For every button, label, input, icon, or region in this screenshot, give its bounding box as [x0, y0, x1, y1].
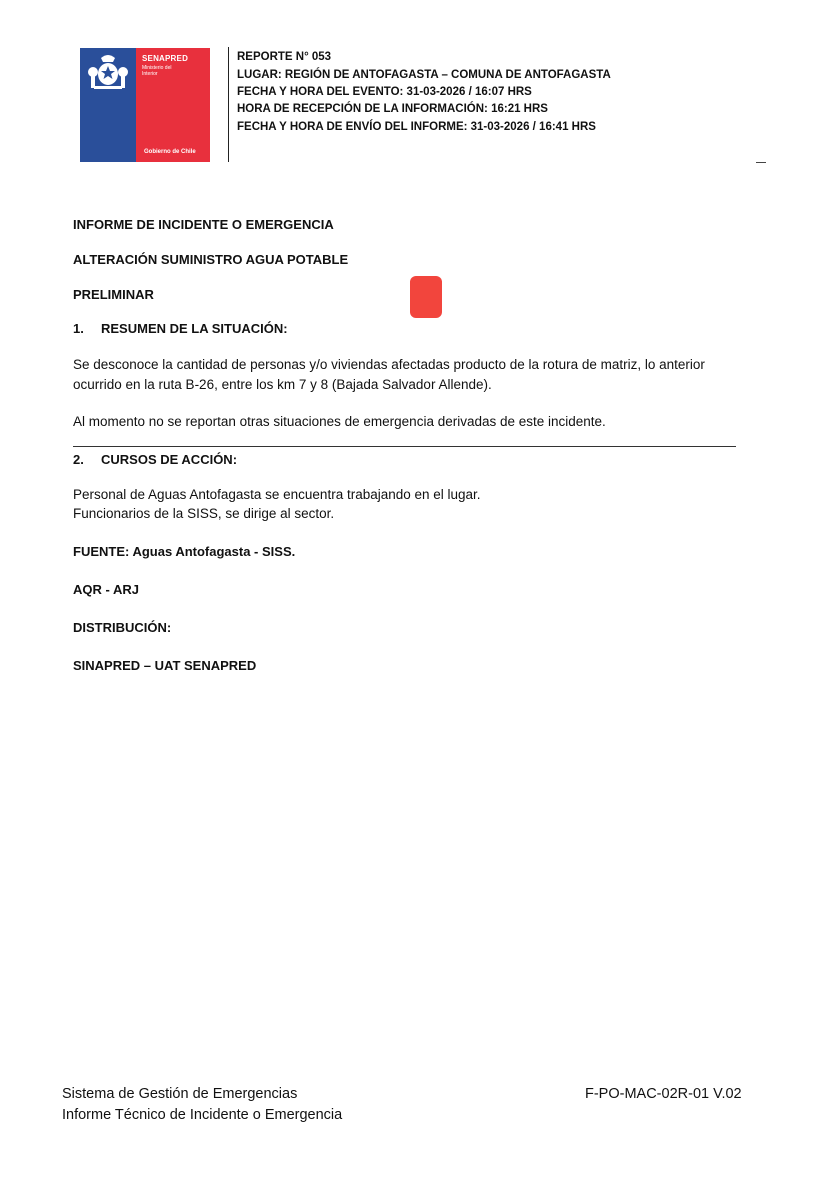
senapred-logo [80, 48, 210, 162]
header-tick-mark [756, 162, 766, 163]
section2-number: 2. [73, 452, 84, 467]
section1-number: 1. [73, 321, 84, 336]
footer-system-name: Sistema de Gestión de Emergencias [62, 1086, 298, 1102]
source-line: FUENTE: Aguas Antofagasta - SISS. [73, 544, 296, 559]
footer-report-type: Informe Técnico de Incidente o Emergencia [62, 1107, 343, 1123]
distribution-list: SINAPRED – UAT SENAPRED [73, 658, 257, 673]
chile-coat-of-arms-icon [84, 52, 132, 92]
section1-paragraph2: Al momento no se reportan otras situaciones de emergencia derivadas de este incidente. [73, 414, 606, 429]
section1-paragraph1-line1: Se desconoce la cantidad de personas y/o viviendas afectadas producto de la rotura de matriz, lo anterior [73, 357, 705, 372]
logo-government: Gobierno de Chile [144, 149, 196, 155]
incident-type: ALTERACIÓN SUMINISTRO AGUA POTABLE [73, 252, 349, 267]
logo-blue-panel [80, 48, 136, 162]
section2-line1: Personal de Aguas Antofagasta se encuentra trabajando en el lugar. [73, 487, 481, 502]
distribution-label: DISTRIBUCIÓN: [73, 620, 172, 635]
section2-title: CURSOS DE ACCIÓN: [101, 452, 238, 467]
report-status: PRELIMINAR [73, 287, 154, 302]
footer-form-code: F-PO-MAC-02R-01 V.02 [585, 1086, 742, 1102]
logo-subtitle: Ministerio del Interior [142, 65, 172, 77]
section-separator [73, 446, 736, 447]
section1-paragraph1-line2: ocurrido en la ruta B-26, entre los km 7 y 8 (Bajada Salvador Allende). [73, 377, 492, 392]
section1-title: RESUMEN DE LA SITUACIÓN: [101, 321, 288, 336]
report-location: LUGAR: REGIÓN DE ANTOFAGASTA – COMUNA DE ANTOFAGASTA [237, 69, 611, 81]
logo-red-panel [136, 48, 210, 162]
logo-brand-name: SENAPRED [142, 54, 189, 63]
section2-line2: Funcionarios de la SISS, se dirige al sector. [73, 506, 335, 521]
event-datetime: FECHA Y HORA DEL EVENTO: 31-03-2026 / 16:07 HRS [237, 86, 532, 98]
header-divider [228, 47, 229, 162]
report-number: REPORTE N° 053 [237, 51, 332, 63]
send-datetime: FECHA Y HORA DE ENVÍO DEL INFORME: 31-03-2026 / 16:41 HRS [237, 121, 596, 133]
author-initials: AQR - ARJ [73, 582, 139, 597]
document-title: INFORME DE INCIDENTE O EMERGENCIA [73, 217, 334, 232]
redaction-mark [410, 276, 442, 318]
reception-time: HORA DE RECEPCIÓN DE LA INFORMACIÓN: 16:21 HRS [237, 103, 548, 115]
